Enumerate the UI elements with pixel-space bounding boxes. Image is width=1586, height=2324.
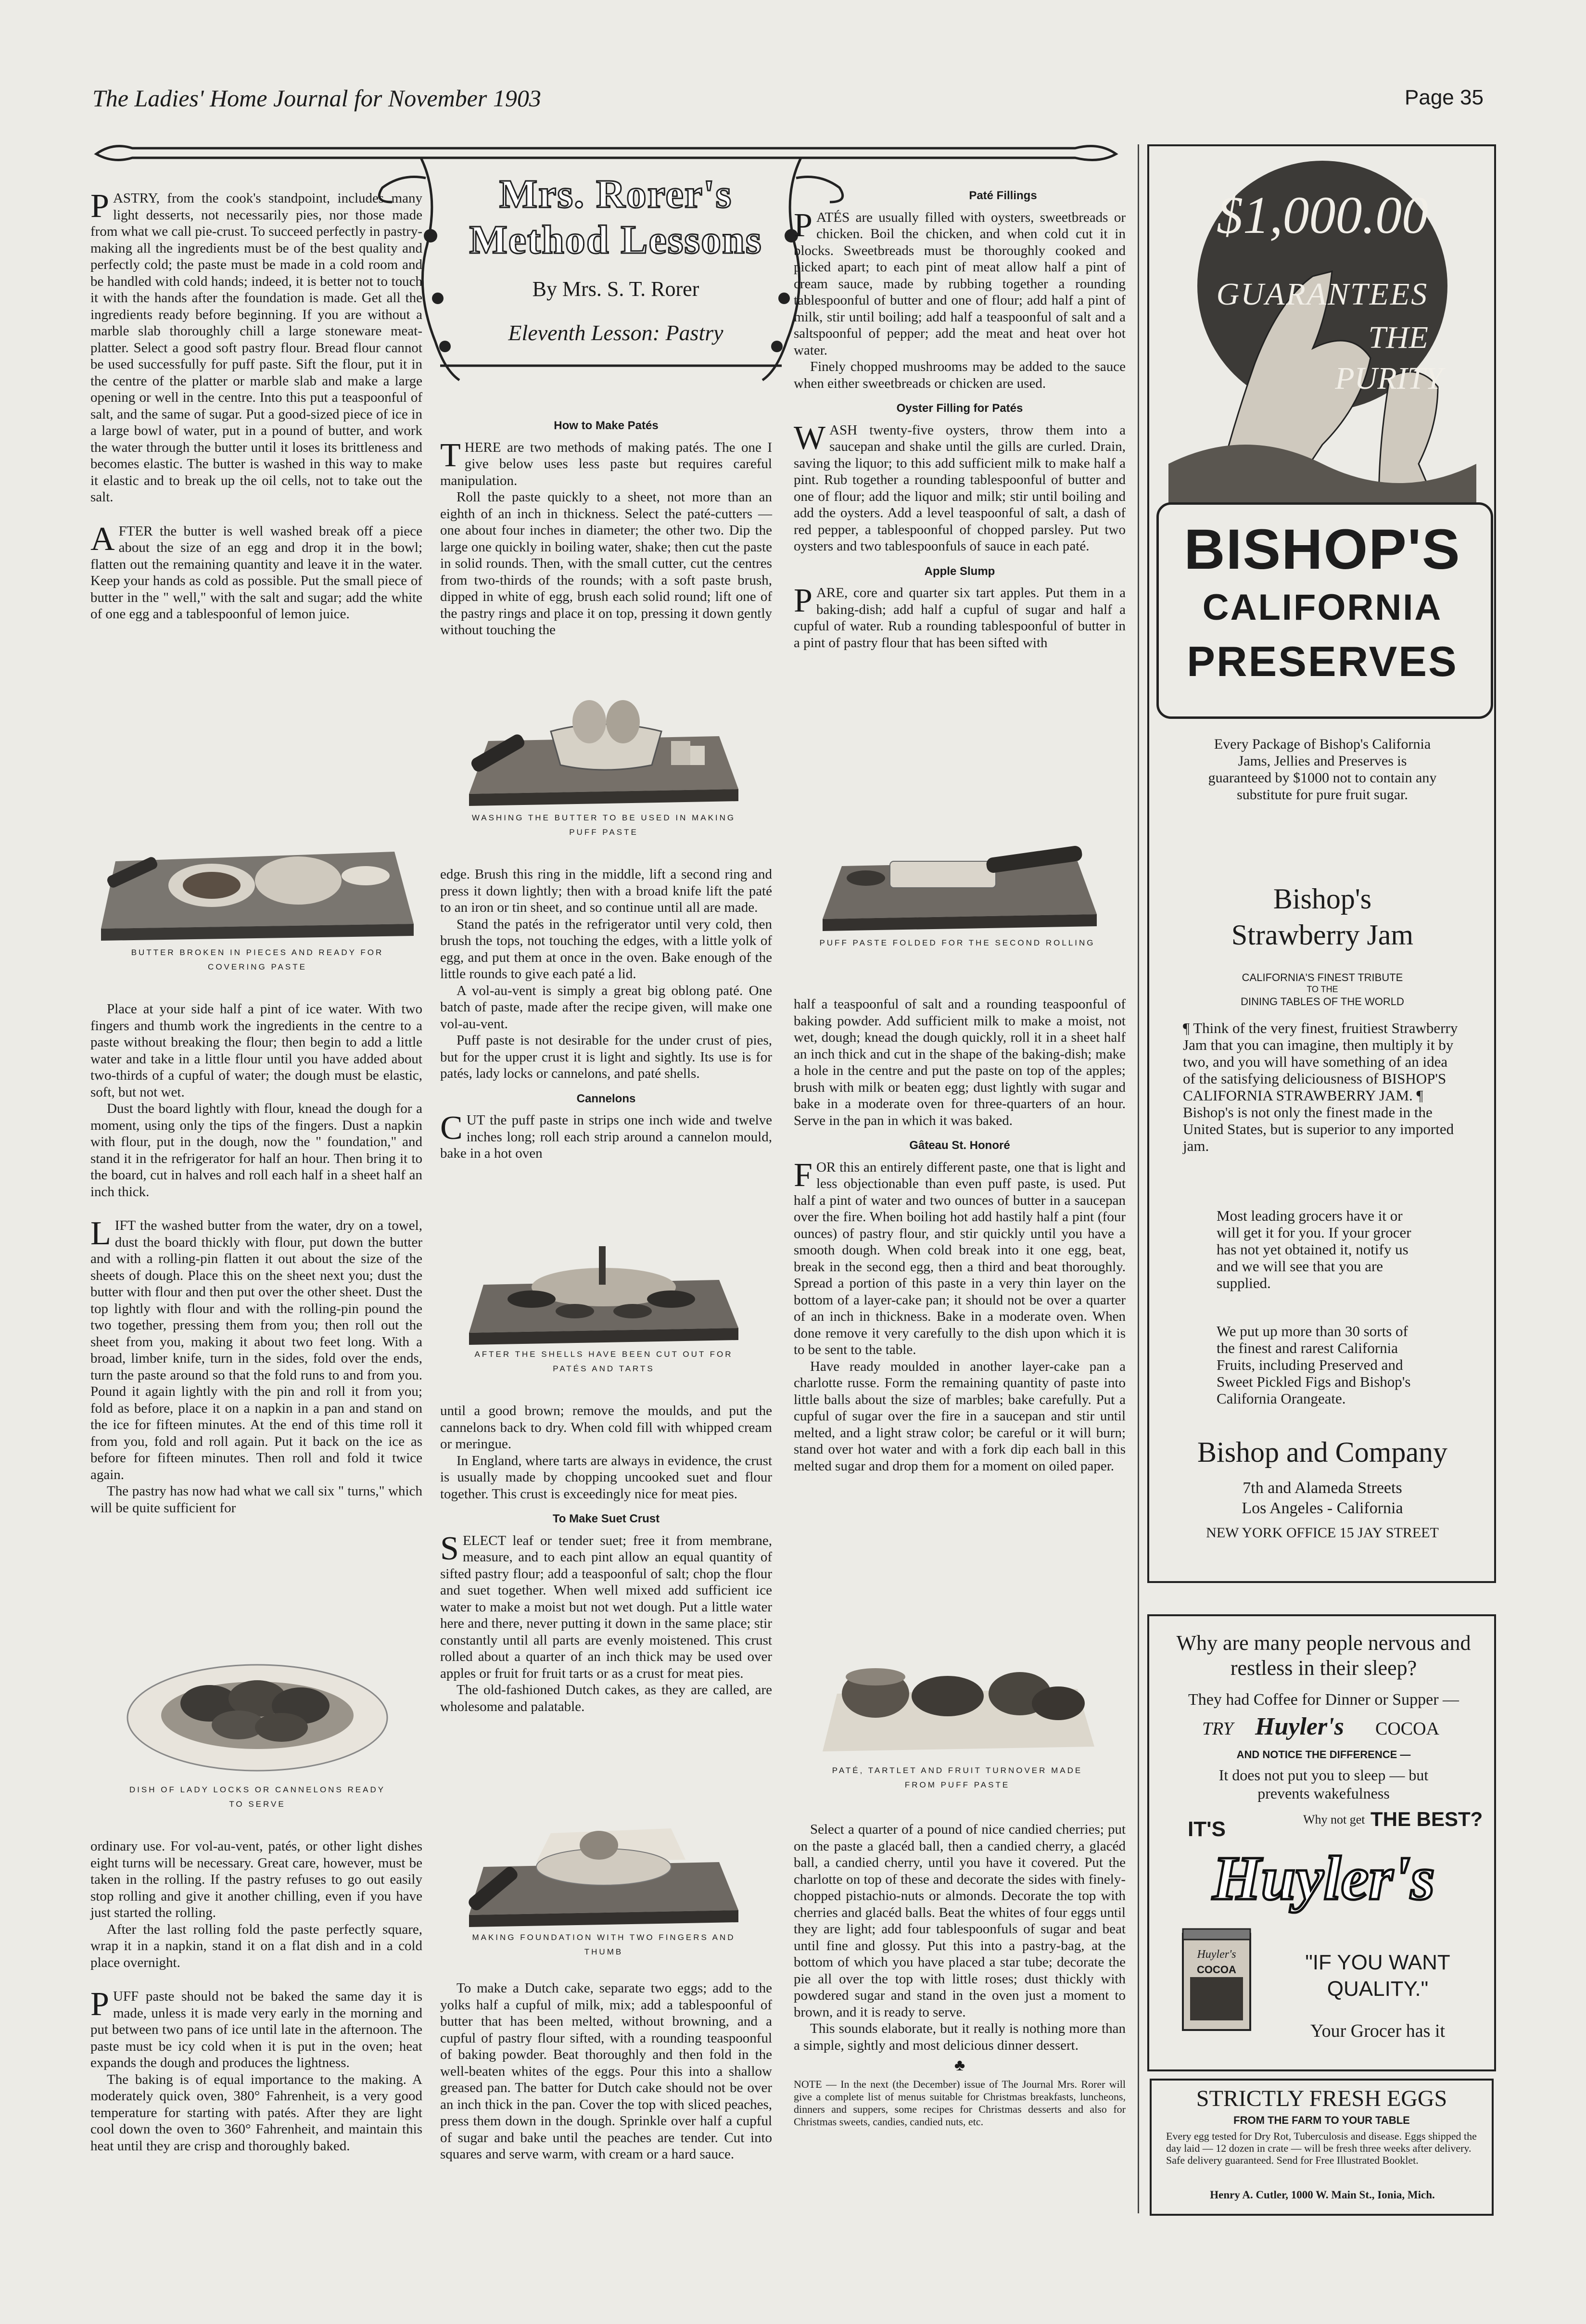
col3-para2: Finely chopped mushrooms may be added to the sauce when either sweetbreads or chicken are used.: [794, 359, 1126, 391]
dropcap: P: [794, 582, 812, 619]
ad-bishops-tribute1: CALIFORNIA'S FINEST TRIBUTE: [1242, 971, 1403, 983]
col2-para6: Puff paste is not desirable for the under crust of pies, but for the upper crust it is light and sightly. Its use is for patés, lady locks or cannelons, and paté shells.: [440, 1033, 772, 1081]
ad-bishops-body3: We put up more than 30 sorts of the finest and rarest California Fruits, including Preserved and Sweet Pickled Figs and Bishop's California Orangeate.: [1217, 1323, 1411, 1407]
col1-para2: FTER the butter is well washed break off a piece about the size of an egg and drop it in the bowl; flatten out the remaining quantity and leave it in the water. Keep your hands as cold as possible. Put the small piece of butter in the " well," with the salt and sugar; add the white of one egg and a tablespoonful of lemon juice.: [90, 523, 422, 622]
caption-puff-paste-folded: PUFF PASTE FOLDED FOR THE SECOND ROLLING: [819, 938, 1095, 947]
col1-para5: IFT the washed butter from the water, dry on a towel, dust the board thickly with flour, put down the butter and with a rolling-pin flatten it out about the size of the sheets of dough. Place this on the sheet next you; dust the butter with flour and then put over the other sheet. Dust the top lightly with flour and with the rolling-pin pound the two together, pressing them from you; then roll out the sheet from you, making it about two feet long. With a broad, limber knife, turn in the sides, fold over the ends, turn the paste around so that the fold runs to and from you. Pound it again lightly with the pin and roll it from you; fold as before, place it on a napkin in a pan and stand on the ice for fifteen minutes. At the end of this time roll it from you, fold and roll again. Put it back on the ice as before for fifteen minutes. Then roll and fold it twice again.: [90, 1218, 422, 1482]
photo-puff-paste-folded: [813, 823, 1102, 933]
col1-para4: Dust the board lightly with flour, knead the dough for a moment, using only the tips of the fingers. Dust a napkin with flour, put in the dough, now the " foundation," and stand it in the refrigerator for half an hour. Then bring it to the board, cut in halves and roll each half in a sheet half an inch thick.: [90, 1101, 422, 1200]
page-number: Page 35: [1405, 86, 1484, 109]
photo-washing-butter: [459, 688, 743, 808]
ad-bishops-addr2: Los Angeles - California: [1242, 1499, 1403, 1517]
column-3-mid: [794, 996, 1126, 1474]
col2-para10: ELECT leaf or tender suet; free it from membrane, measure, and to each pint allow an equal quantity of sifted pastry flour; add a teaspoonful of salt; chop the flour and suet together. When well mixed add sufficient ice water to make a moist but not wet dough. Put a little water here and there, never putting it down in the same place; stir constantly until all parts are evenly moistened. This crust rolled about a quarter of an inch thick may be used over apples or fruit for fruit tarts or as a crust for meat pies.: [440, 1532, 772, 1681]
col2-para12: To make a Dutch cake, separate two eggs; add to the yolks half a cupful of milk, mix; add a tablespoonful of butter that has been melted, without browning, and a cupful of pastry flour sifted, with a rounding teaspoonful of baking powder. Beat thoroughly and then fold in the well-beaten whites of the eggs. Pour this into a shallow greased pan. The batter for Dutch cake should not be over an inch thick in the pan. Cover the top with sliced peaches, press them down in the dough. Sprinkle over half a cupful of sugar and bake until the peaches are tender. Cut into squares and serve warm, with cream or a hard sauce.: [440, 1980, 772, 2162]
col3-para7: Have ready moulded in another layer-cake pan a charlotte russe. Form the remaining quantity of paste into little balls about the size of marbles; bake carefully. Put a cupful of sugar over the fire in a saucepan and stir until melted, and a light straw color; be careful or it will burn; stand over hot water and with a fork dip each ball in this melted sugar and drop them for a moment on oiled paper.: [794, 1358, 1126, 1474]
byline: By Mrs. S. T. Rorer: [532, 277, 699, 301]
subhead-cannelons: Cannelons: [576, 1092, 636, 1105]
column-rule-right: [1138, 144, 1139, 2213]
lesson-title: Eleventh Lesson: Pastry: [508, 320, 723, 345]
ornament-fleuron: ♣: [954, 2056, 965, 2074]
ad-huylers-tin-art: [1178, 1924, 1255, 2035]
ad-bishops-guarantees: GUARANTEES: [1216, 277, 1429, 312]
col2-para3: edge. Brush this ring in the middle, lift a second ring and press it down lightly; then with a broad knife lift the paté to an iron or tin sheet, and so continue until all are made.: [440, 867, 772, 915]
ad-huylers-tin-label1: Huyler's: [1197, 1948, 1236, 1961]
caption-washing-butter: WASHING THE BUTTER TO BE USED IN MAKING PUFF PASTE: [471, 813, 736, 837]
ad-bishops-body2: Most leading grocers have it or will get it for you. If your grocer has not yet obtained it, notify us and we will see that you are supplied.: [1217, 1207, 1411, 1291]
column-2-bottom: [440, 1980, 772, 2163]
dropcap: C: [440, 1110, 463, 1147]
col3-para8: Select a quarter of a pound of nice candied cherries; put on the paste a glacéd ball, then a candied cherry, a glacéd ball, a candied cherry, until you have it covered. Put the charlotte on top of these and decorate the sides with finely-chopped pistachio-nuts or almonds. Decorate the top with cherries and glacéd balls. Beat the whites of four eggs until they are light; add four tablespoonfuls of sugar and beat until fine and glossy. Put this into a pastry-bag, at the bottom of which you have placed a star tube; decorate the pie all over the top with little roses; dust thickly with powdered sugar and stand in the oven just a moment to brown, and it is ready to serve.: [794, 1822, 1126, 2020]
ad-bishops-company: Bishop and Company: [1197, 1436, 1447, 1468]
dropcap: P: [90, 188, 109, 225]
ad-huylers-want1: "IF YOU WANT: [1305, 1951, 1450, 1974]
column-2-mid1: [440, 866, 772, 1162]
ad-huylers-its: IT'S: [1188, 1817, 1226, 1841]
dropcap: W: [794, 419, 826, 457]
ad-bishops-body1: ¶ Think of the very finest, fruitiest Strawberry Jam that you can imagine, then multiply it by two, and you will have something of an idea of the satisfying deliciousness of BISHOP'S CALIFORNIA STRAWBERRY JAM. ¶ Bishop's is not only the finest made in the United States, but is superior to any imported jam.: [1183, 1020, 1458, 1154]
ad-huylers-want2: QUALITY.": [1327, 1977, 1429, 2001]
col1-para8: After the last rolling fold the paste perfectly square, wrap it in a napkin, stand it on a flat dish and in a cold place overnight.: [90, 1921, 422, 1970]
title-line2: Method Lessons: [469, 217, 762, 262]
caption-butter-broken: BUTTER BROKEN IN PIECES AND READY FOR COVERING PASTE: [131, 948, 384, 971]
ad-bishops-jam1: Bishop's: [1273, 883, 1372, 915]
ad-huylers: [1147, 1614, 1496, 2071]
ad-huylers-sleep1: It does not put you to sleep — but: [1218, 1766, 1429, 1784]
caption-making-foundation: MAKING FOUNDATION WITH TWO FINGERS AND THUMB: [472, 1933, 736, 1956]
ad-eggs-signature: Henry A. Cutler, 1000 W. Main St., Ionia, Mich.: [1210, 2189, 1435, 2201]
col2-para9: In England, where tarts are always in evidence, the crust is usually made by chopping uncooked suet and flour together. This crust is exceedingly nice for meat pies.: [440, 1453, 772, 1502]
ad-huylers-try: TRY: [1202, 1719, 1233, 1739]
col1-para7: ordinary use. For vol-au-vent, patés, or other light dishes eight turns will be necessary. Great care, however, must be taken in the rolling. If the pastry refuses to go out easily stop rolling and give it another chilling, even if you have just started the rolling.: [90, 1839, 422, 1920]
col2-para11: The old-fashioned Dutch cakes, as they are called, are wholesome and palatable.: [440, 1682, 772, 1714]
ad-huylers-cocoa: COCOA: [1375, 1719, 1440, 1739]
ad-bishops-brand3: PRESERVES: [1187, 638, 1458, 685]
ad-bishops-tribute2: TO THE: [1307, 984, 1338, 994]
col1-para3: Place at your side half a pint of ice water. With two fingers and thumb work the ingredients in the centre to a paste without breaking the flour; then begin to add a little water and take in a little flour until you have added about two-thirds of a cupful of water; the dough must be elastic, soft, but not wet.: [90, 1001, 422, 1100]
journal-header: The Ladies' Home Journal for November 1903: [92, 85, 541, 112]
subhead-apple-slump: Apple Slump: [924, 564, 995, 578]
title-line1: Mrs. Rorer's: [499, 172, 733, 217]
note: NOTE — In the next (the December) issue of The Journal Mrs. Rorer will give a complete list of menus suitable for Christmas breakfasts, luncheons, dinners and suppers, some recipes for Christmas desserts and also for Christmas sweets, candies, candied nuts, etc.: [794, 2078, 1126, 2128]
subhead-how-to-make-pates: How to Make Patés: [554, 419, 659, 432]
ad-huylers-had: They had Coffee for Dinner or Supper —: [1188, 1691, 1459, 1709]
column-2-top: [440, 409, 772, 638]
subhead-gateau: Gâteau St. Honoré: [909, 1139, 1010, 1152]
ad-huylers-whynot: Why not get: [1303, 1813, 1365, 1826]
dropcap: L: [90, 1215, 111, 1252]
dropcap: A: [90, 520, 115, 558]
photo-shells-cut: [459, 1241, 743, 1347]
col3-para3: ASH twenty-five oysters, throw them into a saucepan and shake until the gills are curled. Drain, saving the liquor; to this add sufficient milk to make half a pint. Rub together a rounding tablespoonful of butter and one of flour; add the liquor and milk; stir until boiling and add the oysters. Add a level teaspoonful of salt, a dash of red pepper, a tablespoonful of chopped parsley. Put two oysters and two tablespoonfuls of sauce in each paté.: [794, 422, 1126, 554]
column-1-top: [90, 190, 422, 623]
dropcap: S: [440, 1530, 459, 1567]
ad-bishops-office: NEW YORK OFFICE 15 JAY STREET: [1206, 1525, 1439, 1541]
subhead-suet-crust: To Make Suet Crust: [552, 1512, 660, 1525]
ad-huylers-sleep2: prevents wakefulness: [1257, 1785, 1390, 1802]
ad-bishops-jam2: Strawberry Jam: [1231, 919, 1414, 951]
ad-huylers-brand-big: Huyler's: [1212, 1844, 1435, 1913]
col1-para10: The baking is of equal importance to the making. A moderately quick oven, 380° Fahrenheit, is a very good temperature for starting with patés. After they are light cool down the oven to 360° Fahrenheit, and maintain this heat until they are crisp and thoroughly baked.: [90, 2071, 422, 2154]
ad-bishops-brand2: CALIFORNIA: [1202, 587, 1443, 628]
col3-para6: OR this an entirely different paste, one that is light and less objectionable than even puff paste, is used. Put half a pint of water and two ounces of butter in a saucepan over the fire. When boiling hot add hastily half a pint (four ounces) of pastry flour, and stir quickly until you have a smooth dough. When cold break into it one egg, beat, break in the second egg, then a third and beat thoroughly. Spread a portion of this paste in a very thin layer on the bottom of a layer-cake pan; it should not be over a quarter of an inch in thickness. Bake in a moderate oven. When done remove it very carefully to the dish upon which it is to be sent to the table.: [794, 1159, 1126, 1357]
ad-eggs-body: Every egg tested for Dry Rot, Tuberculosis and disease. Eggs shipped the day laid — 12 dozen in crate — will be fresh three weeks after delivery. Safe delivery guaranteed. Send for Free Illustrated Booklet.: [1166, 2130, 1477, 2166]
col2-para5: A vol-au-vent is simply a great big oblong paté. One batch of paste, made after the recipe given, will make one vol-au-vent.: [440, 983, 772, 1032]
col3-para1: ATÉS are usually filled with oysters, sweetbreads or chicken. Boil the chicken, and when cold cut it in blocks. Sweetbreads must be thoroughly cooked and picked apart; to each pint of meat allow half a pint of cream sauce, made by rubbing together a rounding tablespoonful of butter and one of flour; add half a pint of milk, stir until boiling; add half a teaspoonful of salt and a saltspoonful of pepper; add the meat and heat over hot water.: [794, 209, 1126, 358]
ad-bishops: [1147, 144, 1496, 1583]
dropcap: P: [794, 206, 812, 244]
ad-bishops-addr1: 7th and Alameda Streets: [1243, 1479, 1402, 1497]
ad-bishops-every: Every Package of Bishop's California Jams, Jellies and Preserves is guaranteed by $1000 not to contain any substitute for pure fruit sugar.: [1208, 736, 1437, 803]
caption-pate-tartlet: PATÉ, TARTLET AND FRUIT TURNOVER MADE FROM PUFF PASTE: [832, 1766, 1083, 1789]
photo-pate-tartlet: [818, 1636, 1097, 1761]
ad-huylers-grocer: Your Grocer has it: [1310, 2021, 1446, 2041]
caption-shells-cut: AFTER THE SHELLS HAVE BEEN CUT OUT FOR PATÉS AND TARTS: [474, 1350, 733, 1373]
subhead-pate-fillings: Paté Fillings: [969, 189, 1037, 202]
col2-para1: HERE are two methods of making patés. The one I give below uses less paste but requires careful manipulation.: [440, 439, 772, 488]
col3-para9: This sounds elaborate, but it really is nothing more than a simple, sightly and most delicious dinner dessert.: [794, 2021, 1126, 2053]
col2-para8: until a good brown; remove the moulds, and put the cannelons back to dry. When cold fill with whipped cream or meringue.: [440, 1403, 772, 1452]
column-3-bottom: [794, 1821, 1126, 2128]
photo-making-foundation: [459, 1814, 743, 1929]
caption-lady-locks: DISH OF LADY LOCKS OR CANNELONS READY TO SERVE: [129, 1785, 386, 1809]
col2-para4: Stand the patés in the refrigerator until very cold, then brush the tops, not touching the edges, with a little yolk of egg, and put them at once in the oven. Bake enough of the little rounds to give each paté a lid.: [440, 916, 772, 982]
dropcap: P: [90, 1986, 109, 2023]
ad-huylers-question: Why are many people nervous and restless in their sleep?: [1176, 1631, 1471, 1680]
col2-para2: Roll the paste quickly to a sheet, not more than an eighth of an inch in thickness. Select the paté-cutters — one about four inches in diameter; the other two. Dip the large one quickly in boiling water, shake; then cut the paste in solid rounds. Then, with the small cutter, cut the centres from two-thirds of the rounds; with a soft paste brush, dipped in white of egg, brush each solid round; lift one of the pastry rings and place it on top, pressing it down gently without touching the: [440, 489, 772, 638]
ad-huylers-notice: AND NOTICE THE DIFFERENCE —: [1236, 1749, 1411, 1761]
col1-para1: ASTRY, from the cook's standpoint, includes many light desserts, not necessarily pies, nor those made from what we call pie-crust. To succeed perfectly in pastry-making all the ingredients must be of the best quality and perfectly cold; the paste must be made in a cold room and be handled with cold hands; indeed, it is better not to touch it with the hands after the foundation is made. Get all the ingredients ready before beginning. If you are without a marble slab thoroughly chill a large stoneware meat-platter. Select a good soft pastry flour. Bread flour cannot be used successfully for puff paste. Sift the flour, put it in the centre of the platter or marble slab and make a large opening or well in the centre. Into this put a teaspoonful of salt, and the same of sugar. Put a good-sized piece of ice in a large bowl of water, put in a pound of butter, and work the water through the butter until it loses its brittleness and becomes elastic. The butter is washed in this way to make it elastic and to break up the oil cells, not to take out the salt.: [90, 191, 422, 505]
ad-eggs: [1150, 2079, 1494, 2216]
column-1-mid: [90, 1001, 422, 1516]
photo-lady-locks: [123, 1636, 392, 1780]
photo-butter-broken: [96, 832, 419, 943]
ad-bishops-purity: PURITY: [1335, 361, 1443, 396]
subhead-oyster-filling: Oyster Filling for Patés: [896, 402, 1023, 415]
ad-bishops-brand1: BISHOP'S: [1184, 518, 1461, 581]
ad-eggs-title: STRICTLY FRESH EGGS: [1196, 2086, 1447, 2111]
ad-eggs-sub: FROM THE FARM TO YOUR TABLE: [1233, 2114, 1410, 2126]
ad-huylers-brand-small: Huyler's: [1255, 1713, 1344, 1740]
col2-para7: UT the puff paste in strips one inch wide and twelve inches long; roll each strip around a cannelon mould, bake in a hot oven: [440, 1112, 772, 1161]
col3-para4: ARE, core and quarter six tart apples. Put them in a baking-dish; add half a cupful of sugar and half a cupful of water. Rub a rounding tablespoonful of butter in a pint of pastry flour that has been sifted with: [794, 585, 1126, 651]
ad-bishops-tribute3: DINING TABLES OF THE WORLD: [1241, 996, 1404, 1008]
col1-para9: UFF paste should not be baked the same day it is made, unless it is made very early in the morning and put between two pans of ice until late in the afternoon. The paste must be icy cold when it is put in the oven; heat expands the dough and produces the lightness.: [90, 1989, 422, 2070]
column-2-mid2: [440, 1403, 772, 1715]
col3-para5: half a teaspoonful of salt and a rounding teaspoonful of baking powder. Add sufficient milk to make a moist, not wet, dough; knead the dough quickly, roll it in a sheet half an inch thick and cut in the shape of the baking-dish; make a hole in the centre and put the paste on top of the apples; brush with milk or beaten egg; dust lightly with sugar and bake in a moderate oven for three-quarters of an hour. Serve in the pan in which it was baked.: [794, 996, 1126, 1128]
col1-para6: The pastry has now had what we call six " turns," which will be quite sufficient for: [90, 1483, 422, 1516]
ad-huylers-tin-label2: COCOA: [1197, 1964, 1236, 1976]
dropcap: T: [440, 436, 461, 474]
ad-bishops-medal-amount: $1,000.00: [1217, 186, 1428, 244]
ad-bishops-the: THE: [1368, 320, 1428, 355]
ad-huylers-best: THE BEST?: [1370, 1808, 1483, 1830]
column-1-bottom: [90, 1838, 422, 2154]
column-3-top: [794, 188, 1126, 651]
dropcap: F: [794, 1156, 812, 1194]
